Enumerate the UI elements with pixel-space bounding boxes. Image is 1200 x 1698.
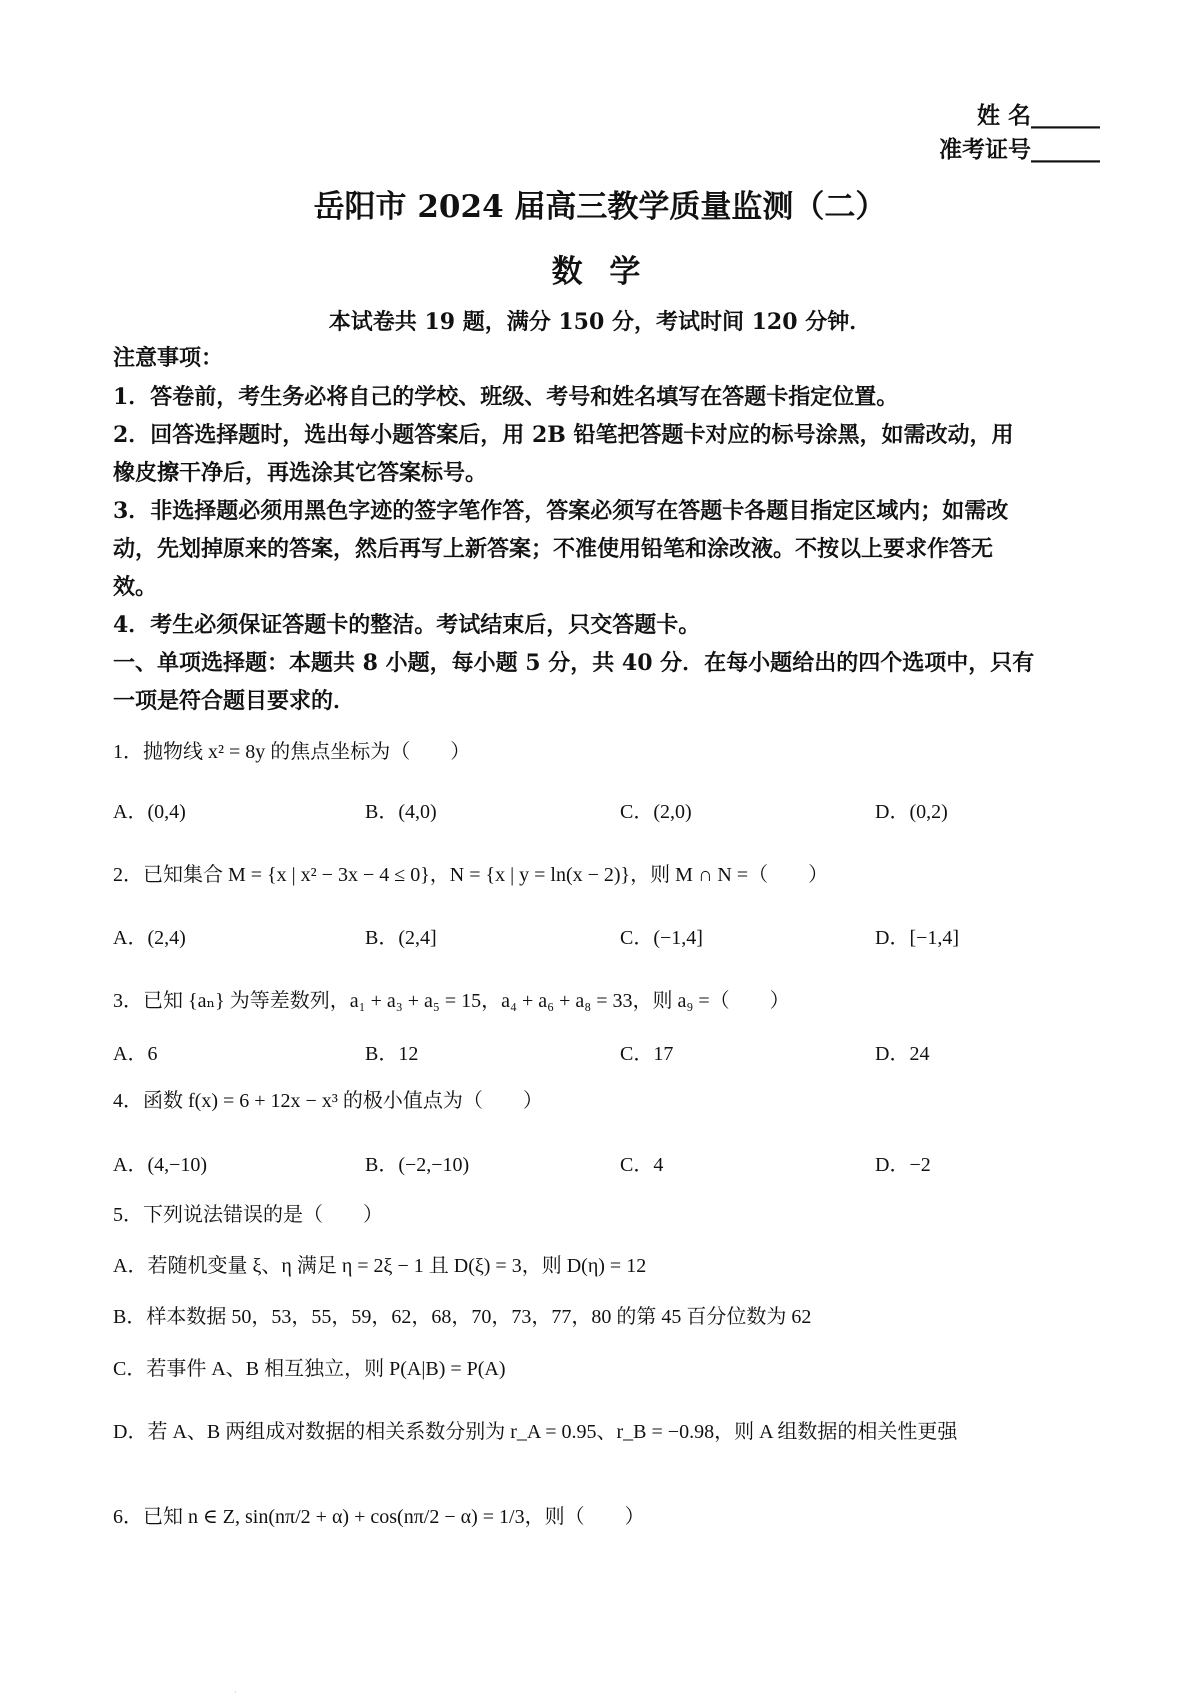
section-heading-cont: 一项是符合题目要求的． bbox=[113, 688, 356, 714]
question-5-stem: 5．下列说法错误的是（ ） bbox=[113, 1204, 383, 1226]
question-1-option-d: D．(0,2) bbox=[875, 801, 948, 823]
notice-line: 3．非选择题必须用黑色字迹的签字笔作答，答案必须写在答题卡各题目指定区域内；如需改 bbox=[113, 498, 1009, 524]
notice-line: 1．答卷前，考生务必将自己的学校、班级、考号和姓名填写在答题卡指定位置。 bbox=[113, 384, 899, 410]
exam-title: 岳阳市 2024 届高三教学质量监测（二） bbox=[313, 189, 887, 225]
question-3-option-d: D．24 bbox=[875, 1043, 930, 1065]
question-3-option-b: B．12 bbox=[365, 1043, 419, 1065]
notice-line: 效。 bbox=[113, 574, 158, 600]
ticket-number-field-label: 准考证号______ bbox=[939, 136, 1100, 163]
footer-mark: · bbox=[234, 1688, 237, 1697]
notice-heading: 注意事项： bbox=[113, 345, 224, 371]
notice-line: 橡皮擦干净后，再选涂其它答案标号。 bbox=[113, 460, 488, 486]
notice-line: 4．考生必须保证答题卡的整洁。考试结束后，只交答题卡。 bbox=[113, 612, 701, 638]
question-3-option-a: A．6 bbox=[113, 1043, 158, 1065]
question-6-stem: 6．已知 n ∈ Z, sin(nπ/2 + α) + cos(nπ/2 − α) = 1/3，则（ ） bbox=[113, 1506, 645, 1528]
question-3-option-c: C．17 bbox=[620, 1043, 674, 1065]
question-5-option-a: A．若随机变量 ξ、η 满足 η = 2ξ − 1 且 D(ξ) = 3，则 D(η) = 12 bbox=[113, 1255, 647, 1277]
notice-line: 动，先划掉原来的答案，然后再写上新答案；不准使用铅笔和涂改液。不按以上要求作答无 bbox=[113, 536, 994, 562]
question-4-option-d: D．−2 bbox=[875, 1154, 931, 1176]
exam-intro: 本试卷共 19 题，满分 150 分，考试时间 120 分钟． bbox=[328, 309, 872, 335]
question-5-option-d: D．若 A、B 两组成对数据的相关系数分别为 r_A = 0.95、r_B = −0.98，则 A 组数据的相关性更强 bbox=[113, 1421, 958, 1443]
question-3-stem: 3．已知 {aₙ} 为等差数列，a₁ + a₃ + a₅ = 15，a₄ + a₆ + a₈ = 33，则 a₉ =（ ） bbox=[113, 990, 790, 1012]
question-2-option-c: C．(−1,4] bbox=[620, 927, 703, 949]
question-4-stem: 4．函数 f(x) = 6 + 12x − x³ 的极小值点为（ ） bbox=[113, 1090, 543, 1112]
question-1-option-b: B．(4,0) bbox=[365, 801, 437, 823]
question-1-stem: 1．抛物线 x² = 8y 的焦点坐标为（ ） bbox=[113, 741, 471, 763]
question-2-stem: 2．已知集合 M = {x | x² − 3x − 4 ≤ 0}，N = {x | y = ln(x − 2)}，则 M ∩ N =（ ） bbox=[113, 864, 829, 886]
question-5-option-c: C．若事件 A、B 相互独立，则 P(A|B) = P(A) bbox=[113, 1358, 506, 1380]
subject-title: 数 学 bbox=[551, 254, 649, 290]
question-4-option-a: A．(4,−10) bbox=[113, 1154, 208, 1176]
question-5-option-b: B．样本数据 50，53，55，59，62，68，70，73，77，80 的第 45 百分位数为 62 bbox=[113, 1306, 812, 1328]
question-2-option-d: D．[−1,4] bbox=[875, 927, 960, 949]
question-2-option-b: B．(2,4] bbox=[365, 927, 437, 949]
question-1-option-a: A．(0,4) bbox=[113, 801, 186, 823]
section-heading: 一、单项选择题：本题共 8 小题，每小题 5 分，共 40 分．在每小题给出的四个选项中，只有 bbox=[113, 650, 1035, 676]
notice-line: 2．回答选择题时，选出每小题答案后，用 2B 铅笔把答题卡对应的标号涂黑，如需改动，用 bbox=[113, 422, 1014, 448]
name-field-label: 姓 名______ bbox=[976, 102, 1100, 129]
question-4-option-b: B．(−2,−10) bbox=[365, 1154, 470, 1176]
question-2-option-a: A．(2,4) bbox=[113, 927, 186, 949]
question-4-option-c: C．4 bbox=[620, 1154, 664, 1176]
question-1-option-c: C．(2,0) bbox=[620, 801, 692, 823]
